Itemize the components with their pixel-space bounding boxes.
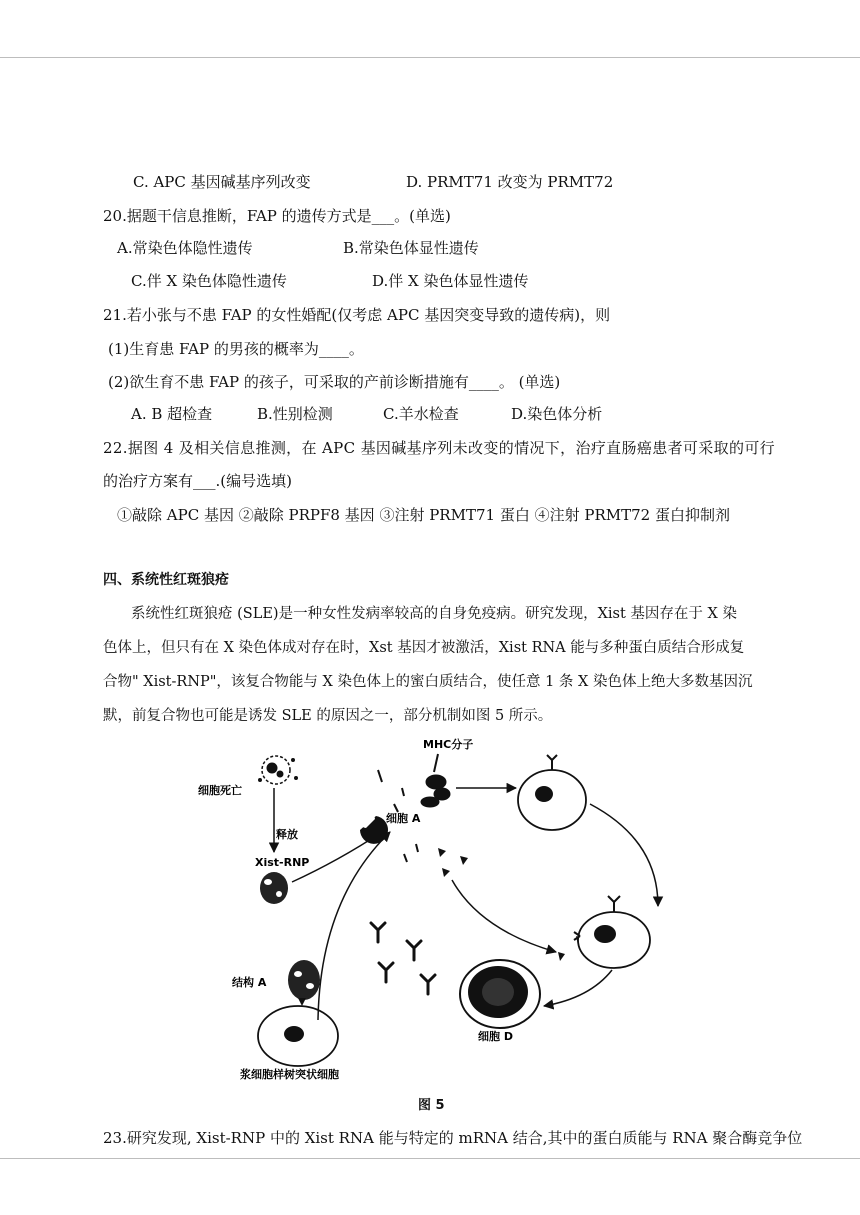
section-para-line2: 色体上，但只有在 X 染色体成对存在时，Xst 基因才被激活，Xist RNA 能与多种蛋白质结合形成复 [103, 640, 745, 656]
cell-c-icon [574, 896, 650, 968]
q19-option-d: D. PRMT71 改变为 PRMT72 [406, 173, 614, 191]
label-pdc: 浆细胞样树突状细胞 [240, 1068, 339, 1081]
q20-stem: 20.据题干信息推断，FAP 的遗传方式是___。(单选) [103, 207, 451, 225]
q21-option-a: A. B 超检查 [131, 405, 213, 423]
section-para-line4: 默，前复合物也可能是诱发 SLE 的原因之一，部分机制如图 5 所示。 [103, 708, 553, 724]
label-release: 释放 [276, 828, 298, 841]
label-structure-a: 结构 A [232, 976, 267, 989]
xist-rnp-icon [260, 872, 288, 904]
label-mhc-molecule: MHC分子 [423, 738, 474, 751]
label-cell-death: 细胞死亡 [198, 784, 242, 797]
q21-option-b: B.性别检测 [257, 405, 333, 423]
q19-option-c: C. APC 基因碱基序列改变 [133, 173, 311, 191]
q21-part2: (2)欲生育不患 FAP 的孩子，可采取的产前诊断措施有____。 (单选) [108, 373, 561, 391]
q21-option-d: D.染色体分析 [511, 405, 603, 423]
q22-line1: 22.据图 4 及相关信息推测，在 APC 基因碱基序列未改变的情况下，治疗直肠癌患者可采取的可行 [103, 439, 776, 457]
antibody-icons [371, 923, 435, 994]
q22-choices: ①敲除 APC 基因 ②敲除 PRPF8 基因 ③注射 PRMT71 蛋白 ④注射 PRMT72 蛋白抑制剂 [117, 506, 730, 524]
q20-option-a: A.常染色体隐性遗传 [117, 239, 253, 257]
dying-cell-icon [259, 756, 298, 784]
q20-option-c: C.伴 X 染色体隐性遗传 [131, 272, 287, 290]
cell-b-icon [518, 755, 586, 830]
section-title: 四、系统性红斑狼疮 [103, 572, 229, 588]
antigen-triangles-icon [438, 848, 583, 961]
structure-a-icon [288, 960, 320, 1006]
cell-d-icon [460, 960, 540, 1028]
q22-line2: 的治疗方案有___.(编号选填) [103, 472, 292, 490]
q21-part1: (1)生育患 FAP 的男孩的概率为____。 [108, 340, 364, 358]
label-xist-rnp: Xist-RNP [255, 856, 310, 869]
label-cell-d: 细胞 D [478, 1030, 513, 1043]
q20-option-b: B.常染色体显性遗传 [343, 239, 479, 257]
q21-stem: 21.若小张与不患 FAP 的女性婚配(仅考虑 APC 基因突变导致的遗传病)，则 [103, 306, 611, 324]
plasmacytoid-dendritic-cell-icon [258, 1006, 338, 1066]
arrow-antigen-to-cell-c [452, 880, 556, 952]
figure-caption: 图 5 [418, 1098, 445, 1113]
arrow-cell-c-to-d [544, 970, 612, 1006]
figure-5-diagram [180, 730, 680, 1110]
q20-option-d: D.伴 X 染色体显性遗传 [372, 272, 529, 290]
q23-line1: 23.研究发现, Xist-RNP 中的 Xist RNA 能与特定的 mRNA 结合,其中的蛋白质能与 RNA 聚合酶竞争位 [103, 1129, 803, 1147]
arrow-pdc-to-cell-a [318, 832, 390, 1020]
mhc-molecule-icon [421, 754, 450, 807]
label-cell-a: 细胞 A [386, 812, 421, 825]
section-para-line3: 合物" Xist-RNP"，该复合物能与 X 染色体上的蜜白质结合，使任意 1 条 X 染色体上绝大多数基因沉 [103, 674, 753, 690]
arrow-cell-b-to-c [590, 804, 658, 906]
section-para-line1: 系统性红斑狼疮 (SLE)是一种女性发病率较高的自身免疫病。研究发现，Xist 基因存在于 X 染 [131, 606, 737, 622]
q21-option-c: C.羊水检查 [383, 405, 459, 423]
